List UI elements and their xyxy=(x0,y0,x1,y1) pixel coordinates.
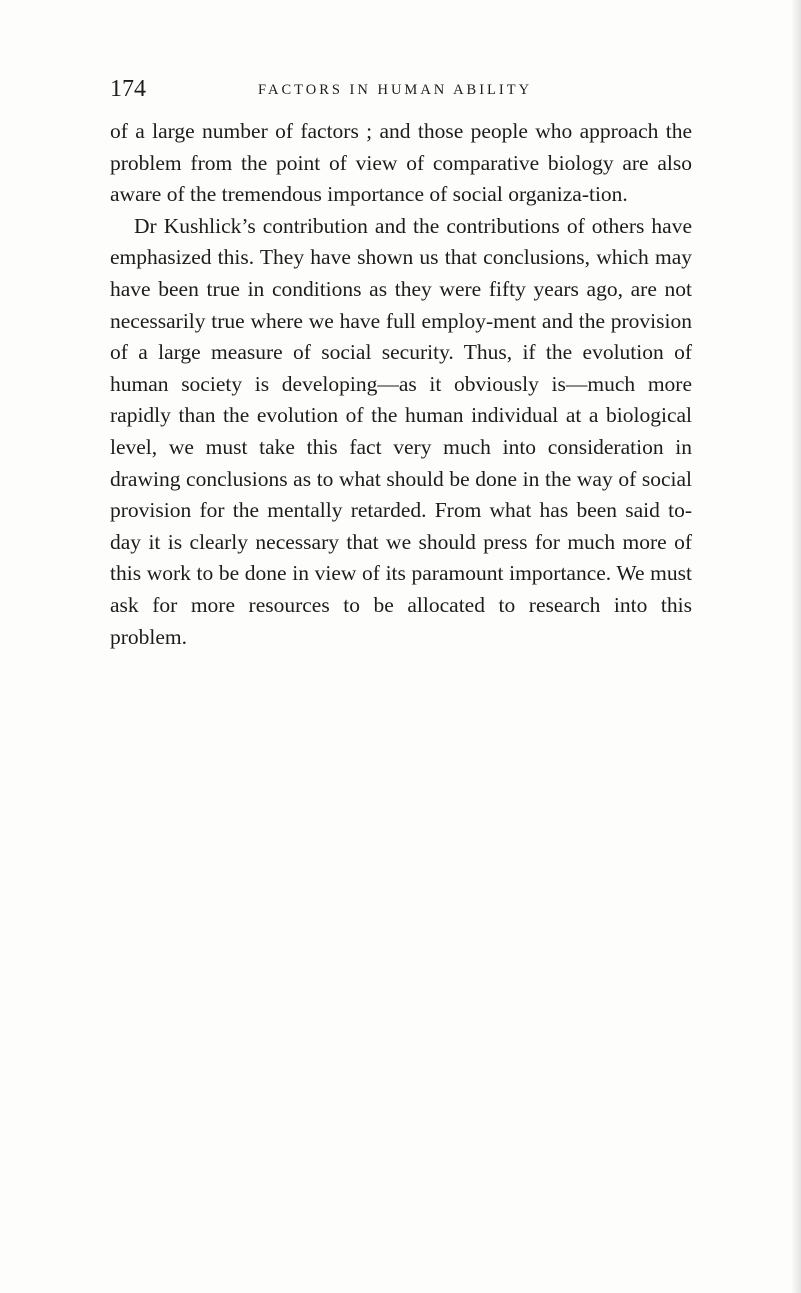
running-title: FACTORS IN HUMAN ABILITY xyxy=(258,82,533,98)
page-edge-shadow xyxy=(791,0,801,1293)
paragraph-continued: of a large number of factors ; and those people who approach the problem from the point of view of comparative biology are also aware of the tremendous importance of social organiza-tion. xyxy=(110,119,692,207)
running-head xyxy=(110,74,690,108)
page-number: 174 xyxy=(110,76,146,102)
body-text xyxy=(110,116,692,653)
paragraph-kushlick: Dr Kushlick’s contribution and the contributions of others have emphasized this. They have shown us that conclusions, which may have been true in conditions as they were fifty years ago, are not necessarily true where we have full employ-ment and the provision of a large measure of social security. Thus, if the evolution of human society is developing—as it obviously is—much more rapidly than the evolution of the human individual at a biological level, we must take this fact very much into consideration in drawing conclusions as to what should be done in the way of social provision for the mentally retarded. From what has been said to-day it is clearly necessary that we should press for much more of this work to be done in view of its paramount importance. We must ask for more resources to be allocated to research into this problem. xyxy=(110,213,692,649)
